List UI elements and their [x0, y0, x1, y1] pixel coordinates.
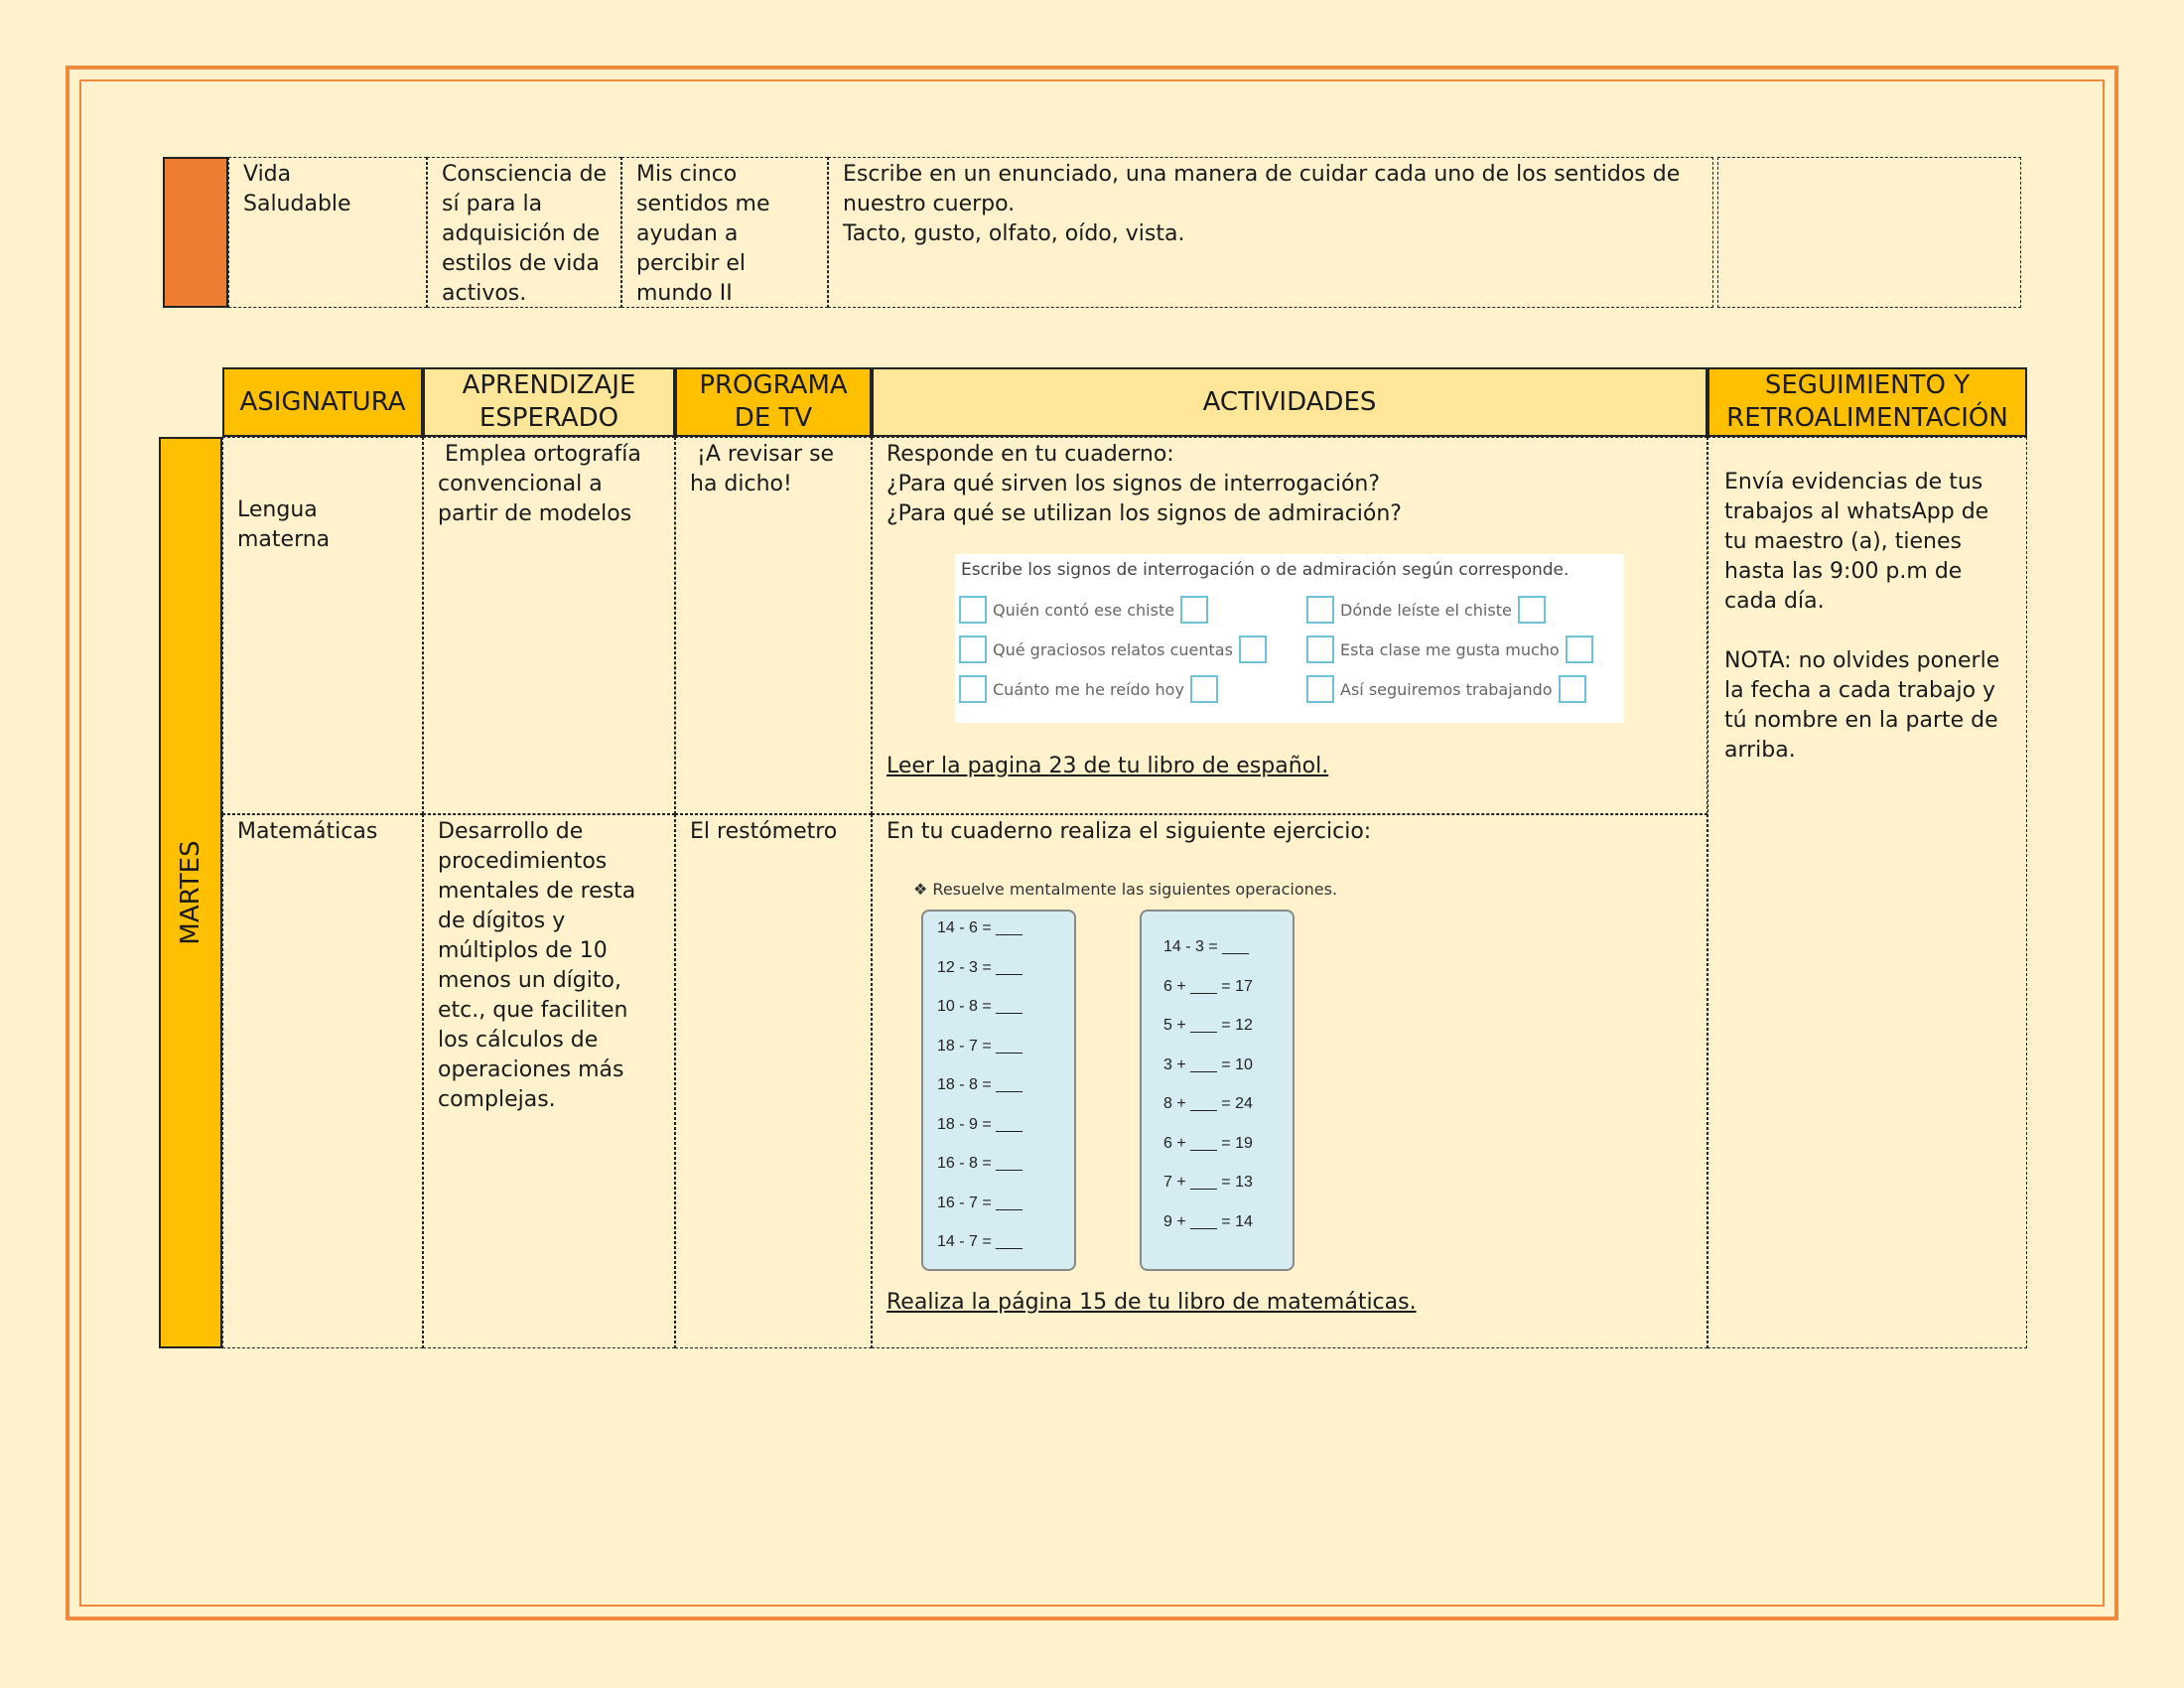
- top-program-line: mundo II: [636, 281, 733, 306]
- punctuation-sentence: Esta clase me gusta mucho: [1340, 639, 1560, 659]
- header-followup-line: RETROALIMENTACIÓN: [1726, 403, 2008, 433]
- row1-learning-cell: [423, 437, 675, 814]
- punctuation-item: [959, 635, 1267, 663]
- row2-learning-line: menos un dígito,: [438, 968, 621, 993]
- row2-program-cell: [675, 814, 872, 1348]
- row1-learning-line: convencional a: [438, 472, 603, 496]
- row2-learning-line: de dígitos y: [438, 909, 566, 933]
- top-learning-line: Consciencia de: [442, 162, 608, 187]
- answer-box[interactable]: [959, 675, 987, 703]
- math-operation: 9 + ___ = 14: [1163, 1213, 1253, 1230]
- answer-box[interactable]: [1306, 635, 1334, 663]
- math-operation: 14 - 7 = ___: [937, 1233, 1023, 1250]
- punctuation-item: [959, 675, 1218, 703]
- answer-box[interactable]: [959, 596, 987, 624]
- punctuation-item: [1306, 635, 1593, 663]
- followup-line: NOTA: no olvides ponerle: [1724, 648, 2000, 673]
- math-operation: 3 + ___ = 10: [1163, 1056, 1253, 1073]
- followup-line: tú nombre en la parte de: [1724, 708, 1998, 733]
- row1-subject-line: materna: [237, 527, 331, 552]
- row2-learning-line: etc., que faciliten: [438, 998, 628, 1023]
- math-operation: 7 + ___ = 13: [1163, 1174, 1253, 1191]
- followup-line: tu maestro (a), tienes: [1724, 529, 1962, 554]
- header-activities: [872, 367, 1707, 437]
- row1-subject-line: Lengua: [237, 497, 318, 522]
- header-learning-line: ESPERADO: [478, 403, 619, 433]
- row2-learning-line: los cálculos de: [438, 1028, 599, 1053]
- row2-learning-line: mentales de resta: [438, 879, 636, 904]
- math-operation: 14 - 6 = ___: [937, 919, 1023, 936]
- answer-box[interactable]: [1306, 596, 1334, 624]
- punctuation-item: [1306, 675, 1586, 703]
- punctuation-item: [959, 596, 1208, 624]
- punctuation-sentence: Dónde leíste el chiste: [1340, 600, 1512, 620]
- header-subject: [222, 367, 423, 437]
- row1-program-line: ha dicho!: [690, 472, 792, 496]
- row1-program-cell: [675, 437, 872, 814]
- top-learning-line: adquisición de: [442, 221, 601, 246]
- math-worksheet-title: ❖ Resuelve mentalmente las siguientes operaciones.: [913, 880, 1338, 899]
- header-activities-label: ACTIVIDADES: [1202, 386, 1377, 417]
- followup-line: trabajos al whatsApp de: [1724, 499, 1989, 524]
- top-learning-cell: [427, 157, 621, 308]
- answer-box[interactable]: [1518, 596, 1546, 624]
- top-learning-line: estilos de vida: [442, 251, 600, 276]
- day-label: MARTES: [176, 840, 205, 945]
- math-operation: 6 + ___ = 17: [1163, 978, 1253, 995]
- top-program-cell: [621, 157, 828, 308]
- math-operation: 12 - 3 = ___: [937, 959, 1023, 976]
- top-program-line: percibir el: [636, 251, 747, 276]
- answer-box[interactable]: [959, 635, 987, 663]
- row2-book-link[interactable]: Realiza la página 15 de tu libro de matemáticas.: [887, 1290, 1417, 1315]
- top-program-line: sentidos me: [636, 192, 770, 216]
- punctuation-sentence: Quién contó ese chiste: [993, 600, 1175, 620]
- math-operation: 18 - 7 = ___: [937, 1038, 1023, 1055]
- answer-box[interactable]: [1559, 675, 1586, 703]
- row2-activity-line: En tu cuaderno realiza el siguiente ejercicio:: [887, 819, 1372, 844]
- row1-book-link[interactable]: Leer la pagina 23 de tu libro de español.: [887, 754, 1329, 778]
- row2-learning-cell: [423, 814, 675, 1348]
- top-row-color-bar: [163, 157, 228, 308]
- punctuation-worksheet-title: Escribe los signos de interrogación o de admiración según corresponde.: [961, 560, 1570, 580]
- header-program: [675, 367, 872, 437]
- math-operation: 10 - 8 = ___: [937, 998, 1023, 1015]
- header-subject-label: ASIGNATURA: [239, 386, 406, 417]
- row2-learning-line: Desarrollo de: [438, 819, 584, 844]
- header-learning-line: APRENDIZAJE: [462, 370, 636, 400]
- answer-box[interactable]: [1180, 596, 1208, 624]
- followup-line: la fecha a cada trabajo y: [1724, 678, 1996, 703]
- row1-subject-cell: [222, 437, 423, 814]
- punctuation-worksheet: [955, 554, 1624, 723]
- row2-learning-line: operaciones más: [438, 1057, 624, 1082]
- top-learning-line: sí para la: [442, 192, 543, 216]
- day-bar: [159, 437, 222, 1348]
- row2-learning-line: procedimientos: [438, 849, 608, 874]
- top-subject-line: Vida: [243, 162, 292, 187]
- answer-box[interactable]: [1306, 675, 1334, 703]
- row2-program-line: El restómetro: [690, 819, 838, 844]
- math-operation: 8 + ___ = 24: [1163, 1095, 1253, 1112]
- followup-line: hasta las 9:00 p.m de: [1724, 559, 1963, 584]
- answer-box[interactable]: [1239, 635, 1267, 663]
- math-operation: 16 - 7 = ___: [937, 1195, 1023, 1211]
- top-activity-line: Escribe en un enunciado, una manera de cuidar cada uno de los sentidos de: [843, 162, 1681, 187]
- followup-line: Envía evidencias de tus: [1724, 470, 1983, 494]
- row1-learning-line: partir de modelos: [438, 501, 632, 526]
- followup-cell: [1707, 437, 2027, 1348]
- math-column-right: [1140, 910, 1295, 1271]
- math-operation: 18 - 8 = ___: [937, 1076, 1023, 1093]
- math-operation: 5 + ___ = 12: [1163, 1017, 1253, 1034]
- top-program-line: ayudan a: [636, 221, 739, 246]
- top-activity-line: nuestro cuerpo.: [843, 192, 1016, 216]
- answer-box[interactable]: [1566, 635, 1593, 663]
- math-operation: 16 - 8 = ___: [937, 1155, 1023, 1172]
- top-subject-line: Saludable: [243, 192, 351, 216]
- followup-line: arriba.: [1724, 738, 1796, 763]
- header-followup: [1707, 367, 2027, 437]
- row1-learning-line: Emplea ortografía: [438, 442, 641, 467]
- row1-activity-line: ¿Para qué sirven los signos de interrogación?: [887, 472, 1381, 496]
- row2-subject-line: Matemáticas: [237, 819, 378, 844]
- followup-line: [1724, 617, 2012, 646]
- row1-program-line: ¡A revisar se: [690, 442, 835, 467]
- math-operation: 14 - 3 = ___: [1163, 938, 1249, 955]
- top-subject-cell: [228, 157, 427, 308]
- top-activity-line: Tacto, gusto, olfato, oído, vista.: [843, 221, 1185, 246]
- row1-activity-line: ¿Para qué se utilizan los signos de admiración?: [887, 501, 1402, 526]
- row1-activity-line: Responde en tu cuaderno:: [887, 442, 1174, 467]
- top-followup-cell: [1717, 157, 2021, 308]
- top-activity-cell: [828, 157, 1713, 308]
- top-program-line: Mis cinco: [636, 162, 738, 187]
- punctuation-item: [1306, 596, 1546, 624]
- header-program-line: DE TV: [734, 403, 813, 433]
- row2-subject-cell: [222, 814, 423, 1348]
- row2-learning-line: múltiplos de 10: [438, 938, 608, 963]
- punctuation-sentence: Cuánto me he reído hoy: [993, 679, 1184, 699]
- math-operation: 6 + ___ = 19: [1163, 1135, 1253, 1152]
- answer-box[interactable]: [1190, 675, 1218, 703]
- header-learning: [423, 367, 675, 437]
- header-followup-line: SEGUIMIENTO Y: [1764, 370, 1971, 400]
- math-operation: 18 - 9 = ___: [937, 1116, 1023, 1133]
- punctuation-sentence: Qué graciosos relatos cuentas: [993, 639, 1233, 659]
- punctuation-sentence: Así seguiremos trabajando: [1340, 679, 1553, 699]
- top-learning-line: activos.: [442, 281, 527, 306]
- math-column-left: [921, 910, 1076, 1271]
- followup-line: cada día.: [1724, 589, 1825, 614]
- header-program-line: PROGRAMA: [699, 370, 848, 400]
- row2-learning-line: complejas.: [438, 1087, 556, 1112]
